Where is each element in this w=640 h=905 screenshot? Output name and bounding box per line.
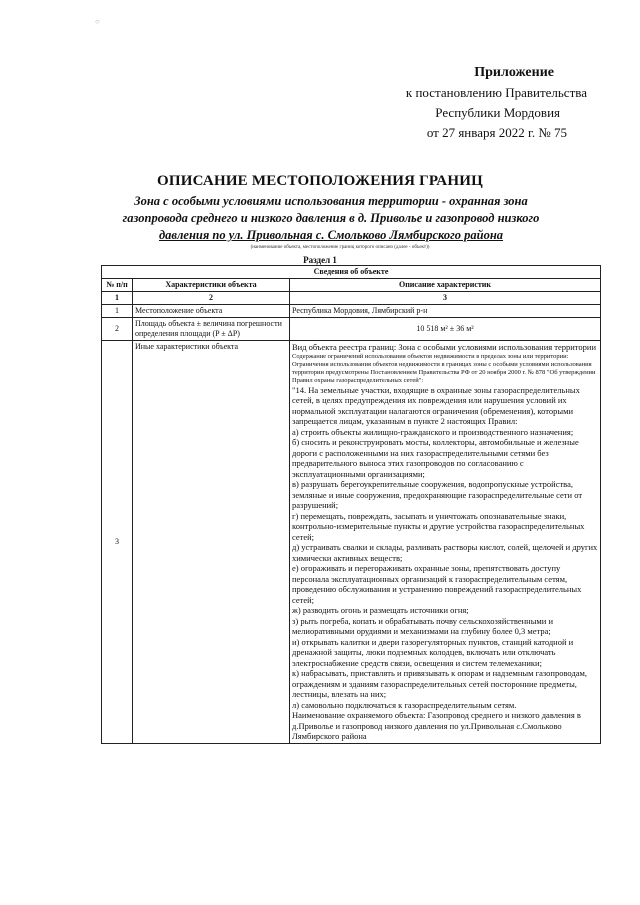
document-subtitle: [96, 193, 566, 244]
description-paragraph: е) огораживать и перегораживать охранные зоны, препятствовать доступу персонала эксплуатационных организаций к газораспределительным сетям, проведению обслуживания и устранению повреждений газораспределительных сетей;: [292, 563, 582, 605]
description-paragraph: з) рыть погреба, копать и обрабатывать почву сельскохозяйственными и мелиоративными орудиями и механизмами на глубину более 0,3 метра;: [292, 615, 554, 636]
scan-mark: ○: [95, 17, 100, 26]
appendix-line-1: к постановлению Правительства: [405, 85, 587, 100]
numbering-cell: 3: [290, 292, 601, 305]
appendix-date-number: от 27 января 2022 г. № 75: [426, 125, 567, 140]
description-paragraph: Содержание ограничений использования объектов недвижимости в пределах зоны или территории: Ограничения использования объектов недвижимости в границах зоны с особыми условиями использования территории предусмотрены Постановлением Правительства РФ от 20 ноября 2000 г. № 878 "Об утверждении Правил охраны газораспределительных сетей":: [292, 352, 596, 384]
subtitle-line-1: Зона с особыми условиями использования территории - охранная зона: [134, 194, 528, 208]
description-paragraph: д) устраивать свалки и склады, разливать растворы кислот, солей, щелочей и других химически активных веществ;: [292, 542, 598, 563]
document-title: ОПИСАНИЕ МЕСТОПОЛОЖЕНИЯ ГРАНИЦ: [157, 173, 483, 189]
description-paragraph: Вид объекта реестра границ: Зона с особыми условиями использования территории: [292, 342, 597, 352]
table-row: [102, 341, 601, 744]
section-label: Раздел 1: [303, 255, 337, 265]
description-paragraph: а) строить объекты жилищно-гражданского и производственного назначения;: [292, 426, 574, 437]
row-number: 3: [102, 341, 133, 744]
table-caption: Сведения об объекте: [102, 266, 601, 279]
row-characteristic: Площадь объекта ± величина погрешности определения площади (P ± ΔP): [133, 318, 290, 341]
appendix-line-2: Республики Мордовия: [435, 105, 560, 120]
table-header-row: [102, 279, 601, 292]
description-paragraph: ж) разводить огонь и размещать источники огня;: [292, 605, 469, 615]
table-caption-row: [102, 266, 601, 279]
description-paragraph: к) набрасывать, приставлять и привязывать к опорам и надземным газопроводам, ограждениям и зданиям газораспределительных сетей посторонние предметы, лестницы, влезать на них;: [292, 668, 588, 699]
description-paragraph: в) разрушать берегоукрепительные сооружения, водопропускные устройства, земляные и иные сооружения, предохраняющие газораспределительные сети от разрушений;: [292, 479, 583, 510]
numbering-row: [102, 292, 601, 305]
description-paragraph: Наименование охраняемого объекта: Газопровод среднего и низкого давления в д.Приволье и газопровод низкого давления по ул.Привольная с.Смольково Лямбирского района: [292, 710, 581, 741]
header-description: Описание характеристик: [290, 279, 601, 292]
row-description: Республика Мордовия, Лямбирский р-н: [290, 305, 601, 318]
subtitle-note: (наименование объекта, местоположение границ которого описано (далее - объект)): [250, 245, 430, 250]
subtitle-line-2: газопровода среднего и низкого давления в д. Приволье и газопровод низкого: [122, 211, 540, 225]
numbering-cell: 1: [102, 292, 133, 305]
description-paragraph: л) самовольно подключаться к газораспределительным сетям.: [292, 699, 517, 710]
table-row: [102, 318, 601, 341]
subtitle-line-3: давления по ул. Привольная с. Смольково Лямбирского района: [158, 228, 504, 242]
numbering-cell: 2: [133, 292, 290, 305]
object-info-table: [101, 265, 601, 744]
row-description: [290, 341, 601, 744]
description-paragraph: б) сносить и реконструировать мосты, коллекторы, автомобильные и железные дороги с расположенными на них газораспределительными сетями без предварительного выноса этих газопроводов по согласованию с эксплуатационными организациями;: [292, 437, 579, 479]
row-number: 2: [102, 318, 133, 341]
description-paragraph: "14. На земельные участки, входящие в охранные зоны газораспределительных сетей, в целях предупреждения их повреждения или нарушения условий их нормальной эксплуатации налагаются ограничения (обременения), которыми запрещается лицам, указанным в пункте 2 настоящих Правил:: [292, 384, 580, 426]
row-characteristic: Местоположение объекта: [133, 305, 290, 318]
row-description: 10 518 м² ± 36 м²: [290, 318, 601, 341]
table-row: [102, 305, 601, 318]
description-paragraph: г) перемещать, повреждать, засыпать и уничтожать опознавательные знаки, контрольно-измерительные пункты и другие устройства газораспределительных сетей;: [292, 510, 585, 542]
header-characteristic: Характеристики объекта: [133, 279, 290, 292]
row-characteristic: Иные характеристики объекта: [133, 341, 290, 744]
description-paragraph: и) открывать калитки и двери газорегуляторных пунктов, станций катодной и дренажной защиты, люки подземных колодцев, включать или отключать электроснабжение средств связи, освещения и систем телемеханики;: [292, 636, 574, 668]
appendix-title: Приложение: [474, 65, 554, 80]
row-number: 1: [102, 305, 133, 318]
header-number: № п/п: [102, 279, 133, 292]
